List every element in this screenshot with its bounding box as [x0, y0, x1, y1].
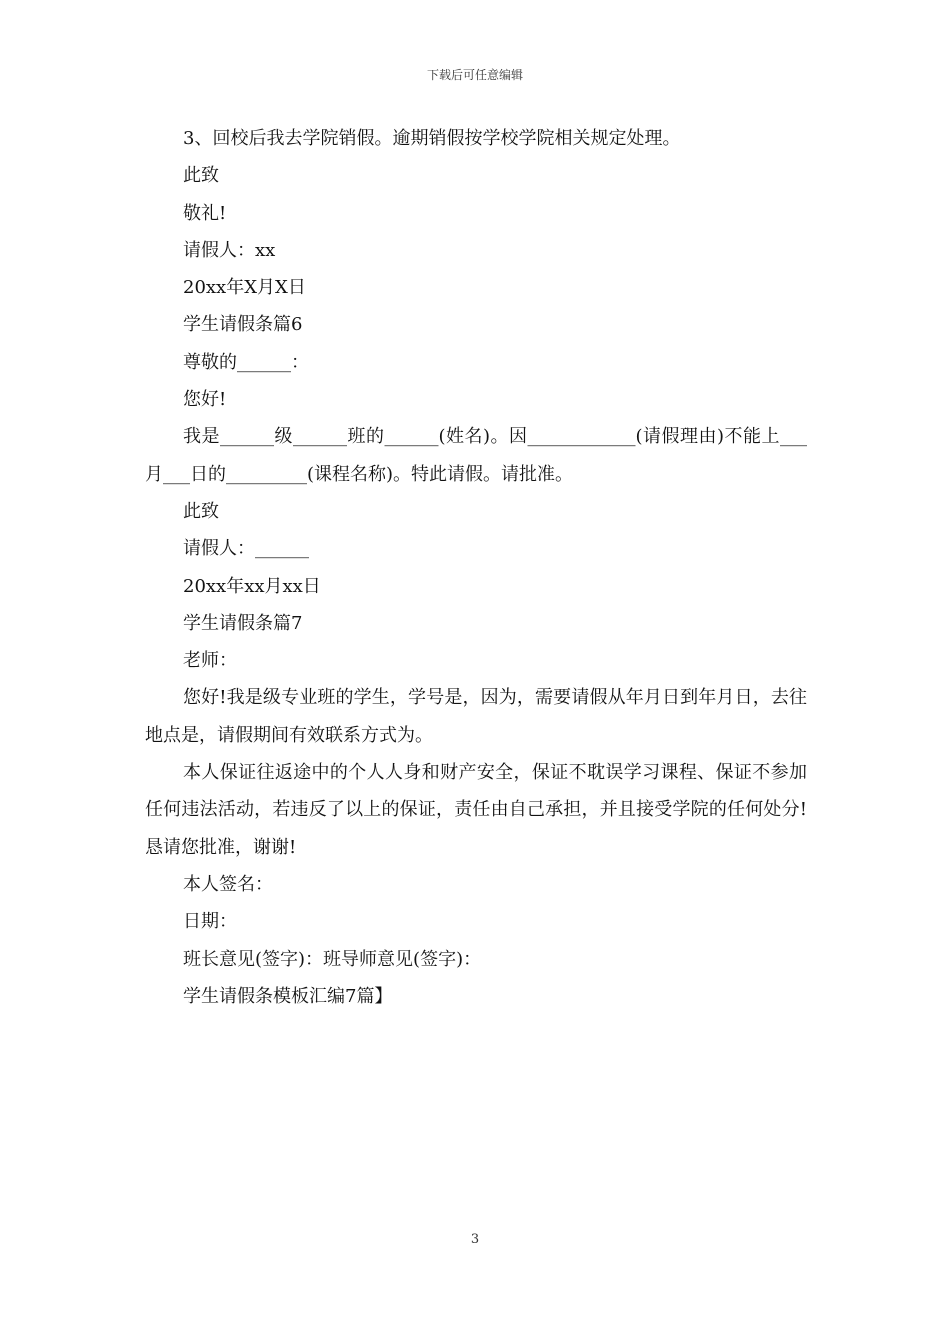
text-line: 班长意见(签字)：班导师意见(签字)：	[183, 948, 482, 970]
section-title: 学生请假条篇7	[183, 612, 303, 634]
text-line: 20xx年xx月xx日	[183, 575, 321, 597]
paragraph: 本人保证往返途中的个人人身和财产安全，保证不耽误学习课程、保证不参加任何违法活动，若违反了以上的保证，责任由自己承担，并且接受学院的任何处分!恳请您批准，谢谢!	[145, 762, 807, 858]
text-line: 学生请假条模板汇编7篇】	[183, 985, 393, 1007]
text-line: 敬礼!	[183, 202, 227, 224]
text-line: 本人签名：	[183, 873, 273, 895]
text-line: 您好!	[183, 389, 227, 411]
paragraph: 我是______级______班的______(姓名)。因____________(请假理由)不能上___月___日的_________(课程名称)。特此请假。请批准。	[145, 426, 807, 485]
document-body	[145, 120, 807, 1015]
text-line: 此致	[183, 500, 219, 522]
text-line: 此致	[183, 165, 219, 187]
text-line: 尊敬的______：	[183, 351, 309, 373]
text-line: 20xx年X月X日	[183, 277, 306, 299]
page-header: 下载后可任意编辑	[426, 68, 523, 82]
text-line: 请假人：______	[183, 538, 309, 560]
section-title: 学生请假条篇6	[183, 314, 303, 336]
text-line: 请假人：xx	[183, 239, 276, 261]
text-line: 老师：	[183, 650, 237, 672]
paragraph: 您好!我是级专业班的学生，学号是，因为，需要请假从年月日到年月日，去往地点是，请假期间有效联系方式为。	[145, 687, 807, 746]
text-line: 3、回校后我去学院销假。逾期销假按学校学院相关规定处理。	[183, 128, 681, 149]
text-line: 日期：	[183, 911, 237, 933]
page-number: 3	[470, 1232, 480, 1247]
